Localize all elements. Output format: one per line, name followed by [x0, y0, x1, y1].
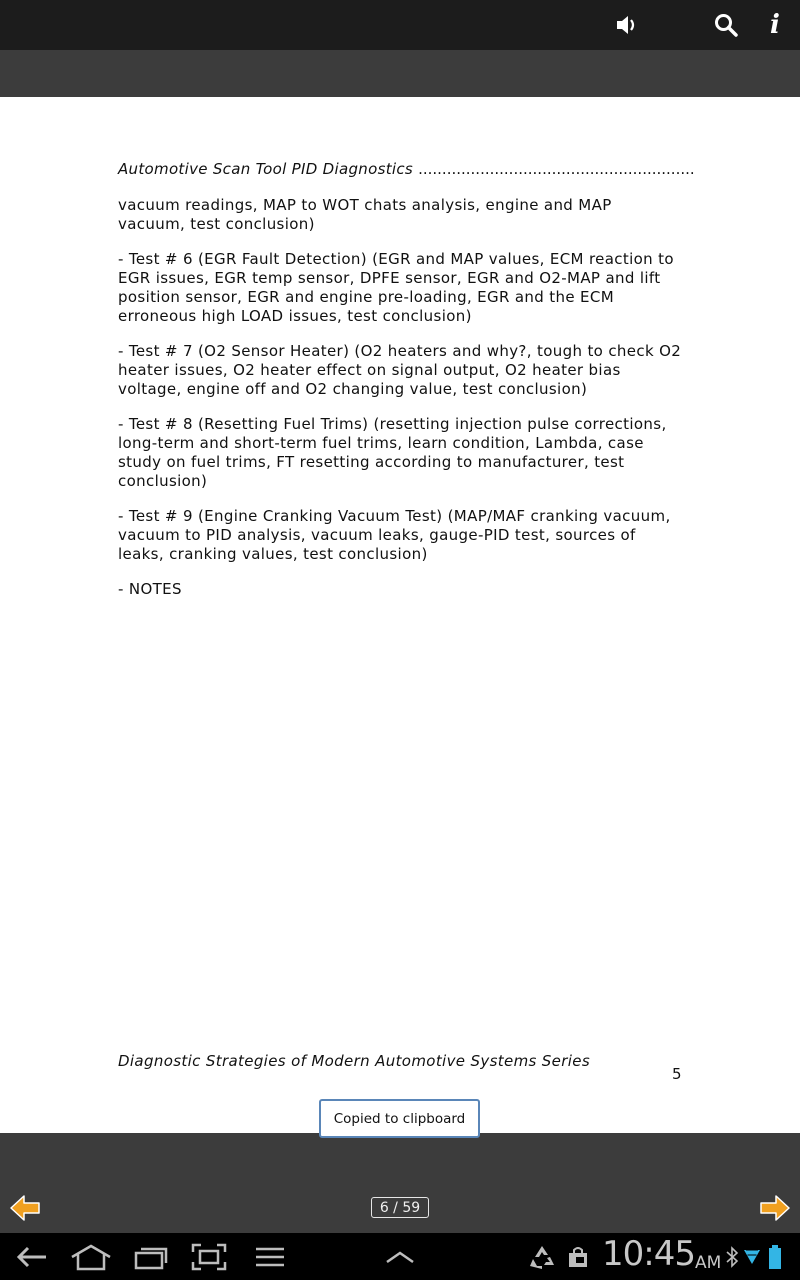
clock-time: 10:45 [602, 1234, 695, 1274]
battery-icon [764, 1238, 786, 1276]
screenshot-button[interactable] [190, 1238, 228, 1276]
search-icon[interactable] [709, 8, 743, 42]
page-header-leader: .......................................................... [418, 160, 695, 178]
paragraph: - Test # 6 (EGR Fault Detection) (EGR and MAP values, ECM reaction to EGR issues, EGR temp sensor, DPFE sensor, EGR and O2-MAP and lift position sensor, EGR and engine pre-loading, EGR and the ECM erroneous high LOAD issues, test conclusion) [118, 250, 674, 325]
clock-ampm: AM [695, 1253, 722, 1273]
document-toolbar [0, 50, 800, 97]
chevron-up-icon [384, 1249, 416, 1265]
paragraph: - Test # 8 (Resetting Fuel Trims) (resetting injection pulse corrections, long-term and short-term fuel trims, learn condition, Lambda, case study on fuel trims, FT resetting according to manufacturer, test conclusion) [118, 415, 667, 490]
recent-apps-button[interactable] [132, 1238, 170, 1276]
pdf-page[interactable] [0, 97, 800, 1133]
shopping-bag-icon [566, 1238, 590, 1276]
action-bar [0, 0, 800, 50]
recycle-icon [528, 1238, 556, 1276]
volume-icon[interactable] [610, 8, 644, 42]
arrow-left-icon [8, 1190, 44, 1226]
page-header-title: Automotive Scan Tool PID Diagnostics [118, 160, 414, 178]
bottom-bar [0, 1133, 800, 1233]
recent-apps-icon [133, 1243, 169, 1271]
home-button[interactable] [68, 1238, 114, 1276]
back-button[interactable] [12, 1238, 52, 1276]
prev-page-button[interactable] [8, 1190, 44, 1226]
paragraph: - NOTES [118, 580, 182, 598]
wifi-icon [742, 1238, 762, 1276]
quick-panel-button[interactable] [380, 1238, 420, 1276]
bluetooth-icon [724, 1238, 740, 1276]
home-icon [69, 1243, 113, 1271]
menu-icon [254, 1245, 286, 1269]
page-footer: Diagnostic Strategies of Modern Automotive Systems Series [118, 1052, 591, 1070]
next-page-button[interactable] [756, 1190, 792, 1226]
screenshot-icon [191, 1243, 227, 1271]
paragraph: - Test # 7 (O2 Sensor Heater) (O2 heaters and why?, tough to check O2 heater issues, O2 heater effect on signal output, O2 heater bias voltage, engine off and O2 changing value, test conclusion) [118, 342, 682, 398]
menu-button[interactable] [252, 1238, 288, 1276]
arrow-right-icon [756, 1190, 792, 1226]
back-icon [15, 1244, 49, 1270]
page-header [118, 160, 695, 178]
info-icon[interactable]: i [770, 10, 780, 40]
paragraph: - Test # 9 (Engine Cranking Vacuum Test) (MAP/MAF cranking vacuum, vacuum to PID analysis, vacuum leaks, gauge-PID test, sources of leaks, cranking values, test conclusion) [118, 507, 671, 563]
toast-message: Copied to clipboard [319, 1099, 480, 1138]
paragraph: vacuum readings, MAP to WOT chats analysis, engine and MAP vacuum, test conclusion) [118, 196, 612, 233]
page-indicator: 6 / 59 [371, 1197, 429, 1218]
page-number: 5 [672, 1065, 682, 1083]
